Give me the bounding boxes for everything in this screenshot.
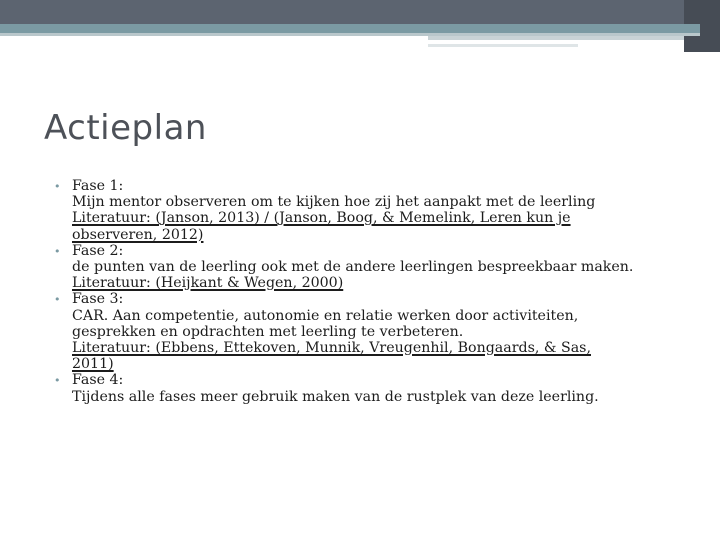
phase-heading: Fase 2: bbox=[72, 242, 124, 259]
literature-reference-cont: 2011) bbox=[72, 356, 114, 373]
phase-description-cont: gesprekken en opdrachten met leerling te verbeteren. bbox=[72, 323, 464, 340]
bullet-list bbox=[52, 178, 702, 405]
literature-reference: Literatuur: (Janson, 2013) / (Janson, Boog, & Memelink, Leren kun je bbox=[72, 210, 571, 227]
literature-reference: Literatuur: (Heijkant & Wegen, 2000) bbox=[72, 275, 344, 292]
bullet-icon: • bbox=[54, 293, 61, 307]
phase-description: Mijn mentor observeren om te kijken hoe zij het aanpakt met de leerling bbox=[72, 194, 596, 211]
bullet-icon: • bbox=[54, 374, 61, 388]
phase-heading: Fase 4: bbox=[72, 372, 124, 389]
literature-reference: Literatuur: (Ebbens, Ettekoven, Munnik, Vreugenhil, Bongaards, & Sas, bbox=[72, 340, 591, 357]
header-bar-lighter bbox=[428, 44, 578, 47]
list-item-fase-2 bbox=[52, 243, 702, 292]
header-bar-teal bbox=[0, 24, 700, 33]
list-item-fase-4 bbox=[52, 372, 702, 404]
bullet-icon: • bbox=[54, 244, 61, 258]
phase-heading: Fase 1: bbox=[72, 178, 124, 194]
header-bar-light bbox=[428, 36, 684, 40]
header-bar-dark bbox=[0, 0, 720, 24]
phase-description: de punten van de leerling ook met de andere leerlingen bespreekbaar maken. bbox=[72, 259, 634, 276]
phase-description: Tijdens alle fases meer gebruik maken van de rustplek van deze leerling. bbox=[72, 388, 599, 405]
slide-title: Actieplan bbox=[44, 108, 207, 148]
bullet-icon: • bbox=[54, 180, 61, 193]
phase-description: CAR. Aan competentie, autonomie en relatie werken door activiteiten, bbox=[72, 307, 579, 324]
literature-reference-cont: observeren, 2012) bbox=[72, 226, 204, 243]
list-item-fase-1 bbox=[52, 178, 702, 243]
phase-heading: Fase 3: bbox=[72, 291, 124, 308]
list-item-fase-3 bbox=[52, 291, 702, 372]
